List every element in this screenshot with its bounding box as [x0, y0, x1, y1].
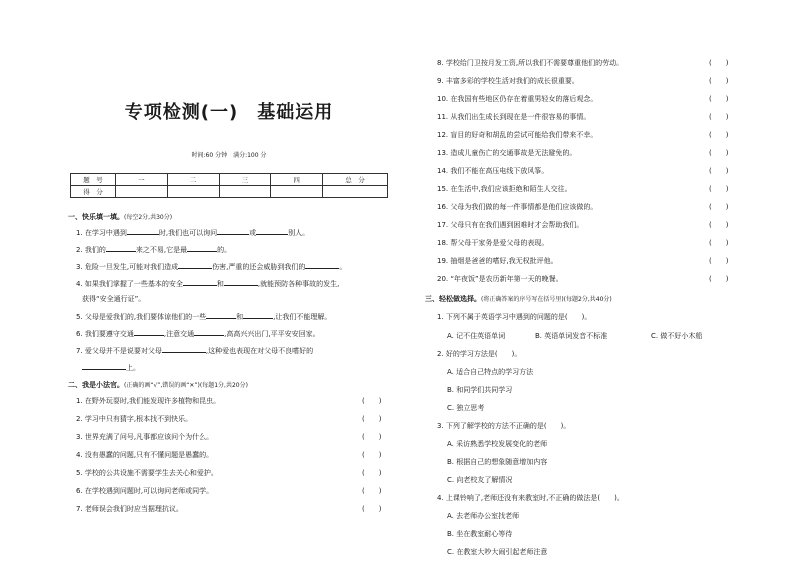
choice-stem: 3. 下列了解学校的方法不正确的是( )。	[437, 422, 571, 430]
choice-option[interactable]: B. 根据自己的想象随意增加内容	[447, 458, 548, 466]
score-table	[70, 173, 388, 198]
score-table-cell: 总 分	[323, 174, 388, 186]
fill-item: 6. 我们要遵守交通 ,注意交通 ,高高兴兴出门,平平安安回家。	[76, 330, 320, 338]
section-heading: 三、轻松做选择。(将正确答案的序号写在括号里)(每题2分,共40分)	[425, 295, 612, 303]
judge-item: 6. 在学校遇到问题时,可以询问老师或同学。	[76, 487, 214, 495]
judge-item: 19. 抽烟是爸爸的嗜好,我无权批评他。	[437, 257, 558, 265]
answer-blank[interactable]	[194, 328, 224, 336]
answer-parentheses[interactable]: ( )	[362, 487, 382, 495]
judge-item: 20. “年夜饭”是农历新年第一天的晚餐。	[437, 275, 563, 283]
choice-option[interactable]: B. 英语单词发音不标准	[535, 332, 608, 340]
score-table-cell: 得 分	[71, 186, 116, 198]
judge-item: 18. 帮父母干家务是爱父母的表现。	[437, 239, 549, 247]
answer-parentheses[interactable]: ( )	[709, 221, 729, 229]
fill-item: 5. 父母是爱我们的,我们要体谅他们的一些 和 ,让我们不能理解。	[76, 313, 332, 321]
answer-parentheses[interactable]: ( )	[362, 433, 382, 441]
judge-item: 4. 没有愚蠢的问题,只有不懂问题是愚蠢的。	[76, 451, 214, 459]
choice-option[interactable]: A. 去老师办公室找老师	[447, 512, 520, 520]
judge-item: 8. 学校给门卫按月发工资,所以我们不需要尊重他们的劳动。	[437, 59, 624, 67]
answer-parentheses[interactable]: ( )	[362, 505, 382, 513]
answer-parentheses[interactable]: ( )	[709, 149, 729, 157]
judge-item: 9. 丰富多彩的学校生活对我们的成长很重要。	[437, 77, 579, 85]
answer-blank[interactable]	[162, 345, 206, 353]
choice-option[interactable]: C. 在教室大吵大闹引起老师注意	[447, 548, 548, 556]
judge-item: 2. 学习中只有猜字,根本找不到快乐。	[76, 415, 193, 423]
score-table-score-row	[71, 186, 388, 198]
answer-parentheses[interactable]: ( )	[709, 239, 729, 247]
judge-item: 11. 从我们出生成长到现在是一件很容易的事情。	[437, 113, 591, 121]
judge-item: 14. 我们不能在高压电线下放风筝。	[437, 167, 549, 175]
score-cell[interactable]	[116, 186, 168, 198]
fill-item: 7. 爱父母并不是说要对父母 ,这种爱也表现在对父母不良嗜好的	[76, 347, 314, 355]
page-title: 专项检测(一) 基础运用	[124, 102, 334, 123]
section-heading: 二、我是小法官。(正确的画“√”,错误的画“✕”)(每题1分,共20分)	[68, 381, 248, 389]
fill-item-continued: 上。	[82, 362, 140, 373]
section-heading: 一、快乐填一填。(每空2分,共30分)	[68, 213, 173, 221]
choice-option[interactable]: C. 做不好小木船	[651, 332, 703, 340]
answer-parentheses[interactable]: ( )	[362, 469, 382, 477]
score-table-cell: 一	[116, 174, 168, 186]
judge-item: 10. 在我国有些地区仍存在着重男轻女的落后观念。	[437, 95, 598, 103]
answer-parentheses[interactable]: ( )	[709, 275, 729, 283]
choice-stem: 2. 好的学习方法是( )。	[437, 350, 522, 358]
fill-item: 2. 我们的 来之不易,它是最 的。	[76, 246, 232, 254]
fill-item: 3. 危险一旦发生,可能对我们造成 伤害,严重的还会威胁到我们的 。	[76, 263, 347, 271]
judge-item: 15. 在生活中,我们应该拒绝和陌生人交往。	[437, 185, 572, 193]
answer-blank[interactable]	[187, 244, 217, 252]
answer-blank[interactable]	[183, 278, 217, 286]
answer-parentheses[interactable]: ( )	[709, 113, 729, 121]
choice-option[interactable]: C. 独立思考	[447, 404, 485, 412]
judge-item: 13. 造成儿童伤亡的交通事故是无法避免的。	[437, 149, 577, 157]
judge-item: 12. 盲目的好奇和胡乱的尝试可能给我们带来不幸。	[437, 131, 598, 139]
answer-parentheses[interactable]: ( )	[362, 397, 382, 405]
score-cell[interactable]	[219, 186, 271, 198]
fill-item: 4. 如果我们掌握了一些基本的安全 和 ,就能预防各种事故的发生,	[76, 280, 340, 288]
answer-parentheses[interactable]: ( )	[709, 185, 729, 193]
score-table-header-row	[71, 174, 388, 186]
score-cell[interactable]	[323, 186, 388, 198]
answer-parentheses[interactable]: ( )	[709, 131, 729, 139]
choice-option[interactable]: A. 采访熟悉学校发展变化的老师	[447, 440, 548, 448]
answer-parentheses[interactable]: ( )	[362, 415, 382, 423]
judge-item: 3. 世界充满了问号,凡事都应该问个为什么。	[76, 433, 214, 441]
choice-option[interactable]: B. 坐在教室耐心等待	[447, 530, 513, 538]
answer-blank[interactable]	[224, 278, 258, 286]
judge-item: 17. 父母只有在我们遇到困难时才会帮助我们。	[437, 221, 584, 229]
answer-parentheses[interactable]: ( )	[709, 95, 729, 103]
score-table-cell: 三	[219, 174, 271, 186]
answer-parentheses[interactable]: ( )	[362, 451, 382, 459]
judge-item: 16. 父母为我们做的每一件事情都是他们应该做的。	[437, 203, 598, 211]
answer-blank[interactable]	[217, 227, 249, 235]
answer-blank[interactable]	[106, 244, 136, 252]
score-cell[interactable]	[167, 186, 219, 198]
fill-item-continued: 获得“安全通行证”。	[82, 295, 146, 303]
choice-option[interactable]: A. 适合自己特点的学习方法	[447, 368, 534, 376]
answer-blank[interactable]	[178, 261, 212, 269]
score-table-cell: 四	[271, 174, 323, 186]
answer-blank[interactable]	[305, 261, 339, 269]
judge-item: 5. 学校的公共设施不需要学生去关心和爱护。	[76, 469, 218, 477]
score-table-cell: 二	[167, 174, 219, 186]
judge-item: 7. 老师误会我们时应当据理抗议。	[76, 505, 183, 513]
answer-parentheses[interactable]: ( )	[709, 77, 729, 85]
answer-blank[interactable]	[134, 328, 164, 336]
fill-item: 1. 在学习中遇到 时,我们也可以询问 或 别人。	[76, 229, 310, 237]
answer-parentheses[interactable]: ( )	[709, 167, 729, 175]
judge-item: 1. 在野外玩耍时,我们能发现许多植物和昆虫。	[76, 397, 221, 405]
answer-blank[interactable]	[243, 311, 273, 319]
answer-parentheses[interactable]: ( )	[709, 257, 729, 265]
answer-blank[interactable]	[82, 362, 126, 370]
choice-stem: 1. 下列不属于英语学习中遇到的问题的是( )。	[437, 313, 592, 321]
answer-blank[interactable]	[127, 227, 159, 235]
score-cell[interactable]	[271, 186, 323, 198]
choice-stem: 4. 上课铃响了,老师还没有来教室时,不正确的做法是( )。	[437, 494, 624, 502]
answer-blank[interactable]	[206, 311, 236, 319]
left-page	[68, 0, 390, 561]
exam-meta: 时间:60 分钟 满分:100 分	[191, 152, 267, 159]
right-page	[423, 0, 753, 561]
choice-option[interactable]: C. 向老校友了解情况	[447, 476, 513, 484]
choice-option[interactable]: B. 和同学们共同学习	[447, 386, 513, 394]
answer-parentheses[interactable]: ( )	[709, 59, 729, 67]
score-table-cell: 题 号	[71, 174, 116, 186]
answer-parentheses[interactable]: ( )	[709, 203, 729, 211]
answer-blank[interactable]	[256, 227, 288, 235]
choice-option[interactable]: A. 记不住英语单词	[447, 332, 506, 340]
